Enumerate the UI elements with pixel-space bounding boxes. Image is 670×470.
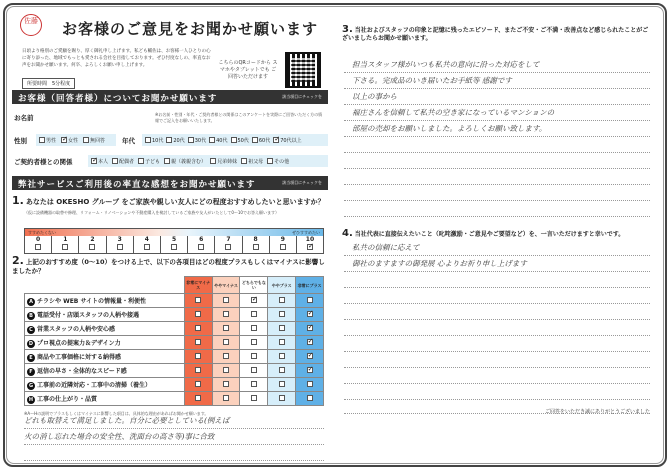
q3-answer-line-2[interactable]: 下さる。完成品のいき届いたお手紙等 感謝です — [344, 73, 650, 89]
checkbox[interactable] — [188, 137, 194, 143]
question-number: 4. — [342, 228, 353, 239]
column-slightly-minus: ややマイナス — [212, 277, 240, 294]
row-label — [25, 392, 185, 406]
letter-badge-icon: F — [27, 368, 35, 376]
checkbox[interactable] — [35, 244, 41, 250]
relation-child[interactable] — [138, 158, 160, 165]
option-label: 20代 — [173, 137, 185, 144]
checkbox[interactable] — [195, 395, 201, 401]
scale-value: 0 — [36, 236, 41, 243]
item-label: 工事の仕上がり・品質 — [37, 395, 98, 403]
row-label — [25, 336, 185, 350]
question-1-sub: （仮に設備機器の取替や修理、リフォーム・リノベーションや不動産購入を検討しているご家族や友人がいたとして0～10でお答え願います） — [24, 210, 279, 215]
letter-badge-icon: E — [27, 354, 35, 362]
gender-label: 性別 — [14, 137, 27, 145]
question-text: 当社およびスタッフの印象と記憶に残ったエピソード、またご不安・ご不満・改善点など感じられたことがございましたらお聞かせ願います。 — [342, 27, 649, 42]
customer-section-header — [12, 90, 328, 104]
intro-text: 日頃より格別のご愛顧を賜り、厚く御礼申し上げます。私ども輔佐は、お客様一人ひとりの心に寄り添った、地域でもっとも愛される会社を目指しております。ぜひ忖度なしの、率直なお声をお聞かせ願います。何卒、よろしくお願い申し上げます。 — [22, 49, 211, 68]
scale-value: 10 — [305, 236, 315, 243]
question-number: 1. — [12, 194, 24, 207]
privacy-note: ※お名前・性別・年代・ご契約者様との関係はこのアンケートを実際にご回答いただく方の情報でご記入をお願いいたします。 — [155, 112, 323, 123]
checkbox-checked[interactable] — [307, 244, 313, 250]
age-30s[interactable] — [188, 137, 206, 144]
checkbox[interactable] — [62, 244, 68, 250]
scale-value: 1 — [63, 236, 68, 243]
checkbox[interactable] — [241, 158, 247, 164]
scale-option-0[interactable] — [25, 236, 52, 254]
scale-value: 5 — [171, 236, 177, 243]
checkbox[interactable] — [39, 137, 45, 143]
duration-box: 所要時間 5分程度 — [22, 78, 75, 89]
question-text: 上記のおすすめ度（0～10）をつける上で、以下の各項目はどの程度プラスもしくはマイナスに影響しましたか？ — [12, 258, 325, 275]
option-label: その他 — [274, 158, 290, 165]
q4-answer-line-9[interactable] — [344, 368, 650, 384]
name-label: お名前 — [14, 114, 34, 122]
checkbox[interactable] — [209, 137, 215, 143]
relation-parent[interactable] — [164, 158, 206, 165]
table-row — [25, 294, 324, 308]
option-label: 10代 — [152, 137, 164, 144]
checkbox[interactable] — [251, 339, 257, 345]
checkbox[interactable] — [307, 395, 313, 401]
option-label: 女性 — [68, 137, 79, 144]
age-label: 年代 — [122, 137, 135, 145]
table-row — [25, 322, 324, 336]
empty-header — [25, 277, 185, 294]
relation-other[interactable] — [267, 158, 289, 165]
scale-gradient — [25, 229, 323, 236]
checkbox[interactable] — [223, 353, 229, 359]
age-60s[interactable] — [252, 137, 270, 144]
item-label: チラシや WEB サイトの情報量・利便性 — [37, 297, 147, 305]
section-note: 該当項目にチェックを — [282, 180, 322, 185]
table-row — [25, 392, 324, 406]
checkbox[interactable] — [279, 297, 285, 303]
checkbox[interactable] — [195, 353, 201, 359]
checkbox[interactable] — [251, 325, 257, 331]
section-title: 弊社サービスご利用後の率直な感想をお聞かせ願います — [18, 180, 256, 190]
item-label: 工事前の近隣対応・工事中の清掃（養生） — [37, 381, 152, 389]
checkbox[interactable] — [171, 244, 177, 250]
q3-answer-line-4[interactable]: 福庄さんを信頼して私共の空き家になっているマンションの — [344, 105, 650, 121]
option-label: 30代 — [194, 137, 207, 144]
option-label: 無回答 — [90, 137, 106, 144]
checkbox[interactable] — [279, 353, 285, 359]
checkbox[interactable] — [251, 353, 257, 359]
checkbox[interactable] — [307, 381, 313, 387]
checkbox[interactable] — [195, 311, 201, 317]
relation-label: ご契約者様との関係 — [14, 158, 73, 166]
checkbox[interactable] — [251, 395, 257, 401]
scale-value: 9 — [280, 236, 285, 243]
scale-option-2[interactable] — [79, 236, 106, 254]
option-label: 70代以上 — [280, 137, 302, 144]
q4-answer-line-3[interactable] — [344, 272, 650, 288]
checkbox[interactable] — [144, 244, 150, 250]
checkbox[interactable] — [223, 297, 229, 303]
checkbox[interactable] — [195, 367, 201, 373]
option-label: 配偶者 — [119, 158, 135, 165]
item-label: プロ視点の提案力＆デザイン力 — [37, 339, 121, 347]
checkbox-checked[interactable] — [307, 353, 313, 359]
row-label — [25, 378, 185, 392]
letter-badge-icon: G — [28, 382, 34, 389]
checkbox[interactable] — [223, 339, 229, 345]
q4-answer-line-2[interactable]: 御社のますますの御発展 心よりお祈り申し上げます — [344, 256, 650, 272]
q4-answer-line-5[interactable] — [344, 304, 650, 320]
scale-high-label: ぜひすすめたい — [291, 230, 320, 235]
q2-answer-line-2[interactable]: 火の消し忘れた場合の安全性、洗面台の高さ等)事に合致 — [24, 429, 324, 445]
page-title: お客様のご意見をお聞かせ願います — [62, 20, 319, 38]
checkbox[interactable] — [267, 158, 273, 164]
table-header-row — [25, 277, 324, 294]
thanks-message: ご回答をいただき誠にありがとうございました — [544, 409, 650, 415]
scale-low-label: すすめたくない — [28, 230, 57, 235]
q3-answer-line-8[interactable] — [344, 169, 650, 185]
item-label: 商品や工事価格に対する納得感 — [37, 353, 122, 361]
section-title: お客様（回答者様）についてお聞かせ願います — [18, 94, 218, 104]
row-label — [25, 364, 185, 378]
gender-none[interactable] — [83, 137, 105, 144]
checkbox[interactable] — [252, 137, 258, 143]
question-text: あなたは OKESHO グループ をご家族や親しい友人にどの程度おすすめしたいと思いますか？ — [25, 198, 325, 206]
checkbox[interactable] — [117, 244, 123, 250]
checkbox[interactable] — [279, 339, 285, 345]
question-text: 当社代表に直接伝えたいこと（叱咤激励・ご意見やご要望など）を、一言いただけますと幸いです。 — [354, 231, 625, 238]
age-50s[interactable] — [231, 137, 249, 144]
row-label — [25, 308, 185, 322]
q3-answer-line-3[interactable]: 以上の事から — [344, 89, 650, 105]
q2-answer-line-1[interactable]: どれも取替えて満足しました。自分に必要としている(例えば — [24, 413, 324, 429]
q3-answer-line-9[interactable] — [344, 185, 650, 201]
column-neutral: どちらでもない — [240, 277, 268, 294]
scale-option-1[interactable] — [52, 236, 79, 254]
checkbox[interactable] — [195, 381, 201, 387]
option-label: 60代 — [258, 137, 271, 144]
row-label — [25, 350, 185, 364]
option-label: 本人 — [98, 158, 109, 165]
service-section-header — [12, 176, 328, 190]
relation-grandparent[interactable] — [241, 158, 263, 165]
checkbox-checked[interactable] — [307, 325, 313, 331]
question-number: 3. — [342, 24, 353, 35]
table-row — [25, 336, 324, 350]
q3-answer-line-1[interactable]: 担当スタッフ様がいつも私共の意向に沿った対応をして — [344, 57, 650, 73]
gender-female[interactable] — [61, 137, 78, 144]
q4-answer-line-6[interactable] — [344, 320, 650, 336]
column-very-plus: 非常にプラス — [296, 277, 324, 294]
q4-answer-line-7[interactable] — [344, 336, 650, 352]
checkbox[interactable] — [138, 158, 144, 164]
q2-answer-line-3[interactable] — [24, 445, 324, 461]
checkbox-checked[interactable] — [273, 137, 279, 143]
scale-value: 7 — [226, 236, 231, 243]
checkbox[interactable] — [251, 381, 257, 387]
checkbox[interactable] — [223, 311, 229, 317]
question-3 — [342, 26, 652, 43]
checkbox[interactable] — [198, 244, 204, 250]
q3-answer-line-10[interactable] — [344, 201, 650, 217]
question-4 — [342, 230, 652, 239]
age-40s[interactable] — [209, 137, 227, 144]
scale-value: 3 — [117, 236, 122, 243]
scale-option-6[interactable] — [188, 236, 215, 254]
checkbox[interactable] — [83, 137, 89, 143]
option-label: 男性 — [46, 137, 57, 144]
table-row — [25, 378, 324, 392]
gender-male[interactable] — [39, 137, 56, 144]
checkbox[interactable] — [279, 367, 285, 373]
letter-badge-icon: B — [27, 312, 35, 320]
table-row — [25, 350, 324, 364]
gender-options — [36, 134, 116, 146]
scale-option-10[interactable] — [297, 236, 323, 254]
relation-options — [88, 155, 328, 167]
checkbox[interactable] — [251, 311, 257, 317]
checkbox-checked[interactable] — [307, 367, 313, 373]
column-very-minus: 非常にマイナス — [184, 277, 212, 294]
q3-answer-line-6[interactable] — [344, 137, 650, 153]
checkbox-checked[interactable] — [307, 339, 313, 345]
age-70s-plus[interactable] — [273, 137, 301, 144]
age-options — [142, 134, 328, 146]
qr-code-icon[interactable] — [285, 52, 321, 88]
right-page — [338, 8, 658, 463]
checkbox-checked[interactable] — [251, 297, 257, 303]
checkbox[interactable] — [253, 244, 259, 250]
question-1 — [12, 194, 325, 207]
recommend-scale — [24, 228, 324, 254]
letter-badge-icon: C — [27, 326, 35, 334]
checkbox-checked[interactable] — [307, 311, 313, 317]
scale-option-3[interactable] — [107, 236, 134, 254]
column-slightly-plus: ややプラス — [268, 277, 296, 294]
checkbox[interactable] — [166, 137, 172, 143]
section-note: 該当項目にチェックを — [282, 94, 322, 99]
question-2 — [12, 256, 328, 276]
row-label — [25, 294, 185, 308]
scale-option-5[interactable] — [161, 236, 188, 254]
item-label: 営業スタッフの人柄や安心感 — [37, 325, 116, 333]
letter-badge-icon: A — [27, 298, 35, 306]
checkbox[interactable] — [223, 381, 229, 387]
checkbox[interactable] — [89, 244, 95, 250]
row-label — [25, 322, 185, 336]
option-label: 親（義親含む） — [171, 158, 207, 165]
checkbox[interactable] — [145, 137, 151, 143]
checkbox[interactable] — [279, 395, 285, 401]
checkbox[interactable] — [195, 297, 201, 303]
letter-badge-icon: H — [28, 396, 34, 403]
table-row — [25, 308, 324, 322]
relation-self[interactable] — [91, 158, 108, 165]
q4-answer-line-8[interactable] — [344, 352, 650, 368]
checkbox[interactable] — [279, 325, 285, 331]
checkbox[interactable] — [223, 395, 229, 401]
q3-answer-line-7[interactable] — [344, 153, 650, 169]
scale-option-9[interactable] — [270, 236, 297, 254]
scale-value: 4 — [144, 236, 149, 243]
checkbox[interactable] — [225, 244, 231, 250]
checkbox[interactable] — [251, 367, 257, 373]
left-page — [10, 8, 328, 463]
option-label: 50代 — [237, 137, 249, 144]
q4-answer-line-1[interactable]: 私共の信頼に応えて — [344, 240, 650, 256]
checkbox[interactable] — [223, 325, 229, 331]
item-label: 返信の早さ・全体的なスピード感 — [37, 367, 127, 375]
table-row — [25, 364, 324, 378]
scale-value: 8 — [253, 236, 258, 243]
scale-option-4[interactable] — [134, 236, 161, 254]
checkbox-checked[interactable] — [61, 137, 67, 143]
option-label: 兄弟姉妹 — [217, 158, 238, 165]
letter-badge-icon: D — [28, 340, 34, 347]
q4-answer-line-4[interactable] — [344, 288, 650, 304]
option-label: 祖父母 — [248, 158, 264, 165]
checkbox[interactable] — [307, 297, 313, 303]
q2-footnote: ※A～Hの説明でプラスもしくはマイナスに影響した項目は、具体的な理由があればお聞かせ願います。 — [24, 411, 209, 416]
checkbox[interactable] — [164, 158, 170, 164]
option-label: 子ども — [145, 158, 161, 165]
scale-value: 2 — [90, 236, 95, 243]
relation-spouse[interactable] — [112, 158, 134, 165]
age-10s[interactable] — [145, 137, 163, 144]
checkbox[interactable] — [112, 158, 118, 164]
checkbox[interactable] — [210, 158, 216, 164]
checkbox[interactable] — [231, 137, 237, 143]
scale-option-7[interactable] — [215, 236, 242, 254]
hanko-stamp: 佐藤 — [20, 14, 42, 36]
age-20s[interactable] — [166, 137, 184, 144]
relation-sibling[interactable] — [210, 158, 237, 165]
question-number: 2. — [12, 254, 24, 267]
checkbox-checked[interactable] — [91, 158, 97, 164]
option-label: 40代 — [216, 137, 228, 144]
checkbox[interactable] — [195, 325, 201, 331]
item-label: 電話受付・店頭スタッフの人柄や接遇 — [37, 311, 140, 319]
checkbox[interactable] — [223, 367, 229, 373]
scale-value: 6 — [199, 236, 204, 243]
scale-option-8[interactable] — [243, 236, 270, 254]
checkbox[interactable] — [279, 381, 285, 387]
checkbox[interactable] — [195, 339, 201, 345]
impact-table — [24, 276, 324, 406]
scale-cells — [25, 236, 323, 254]
checkbox[interactable] — [280, 244, 286, 250]
checkbox[interactable] — [279, 311, 285, 317]
q3-answer-line-5[interactable]: 部屋の売却をお願いしました。よろしくお願い致します。 — [344, 121, 650, 137]
qr-caption: こちらのQRコードから スマホやタブレットでも ご回答いただけます — [218, 60, 278, 80]
